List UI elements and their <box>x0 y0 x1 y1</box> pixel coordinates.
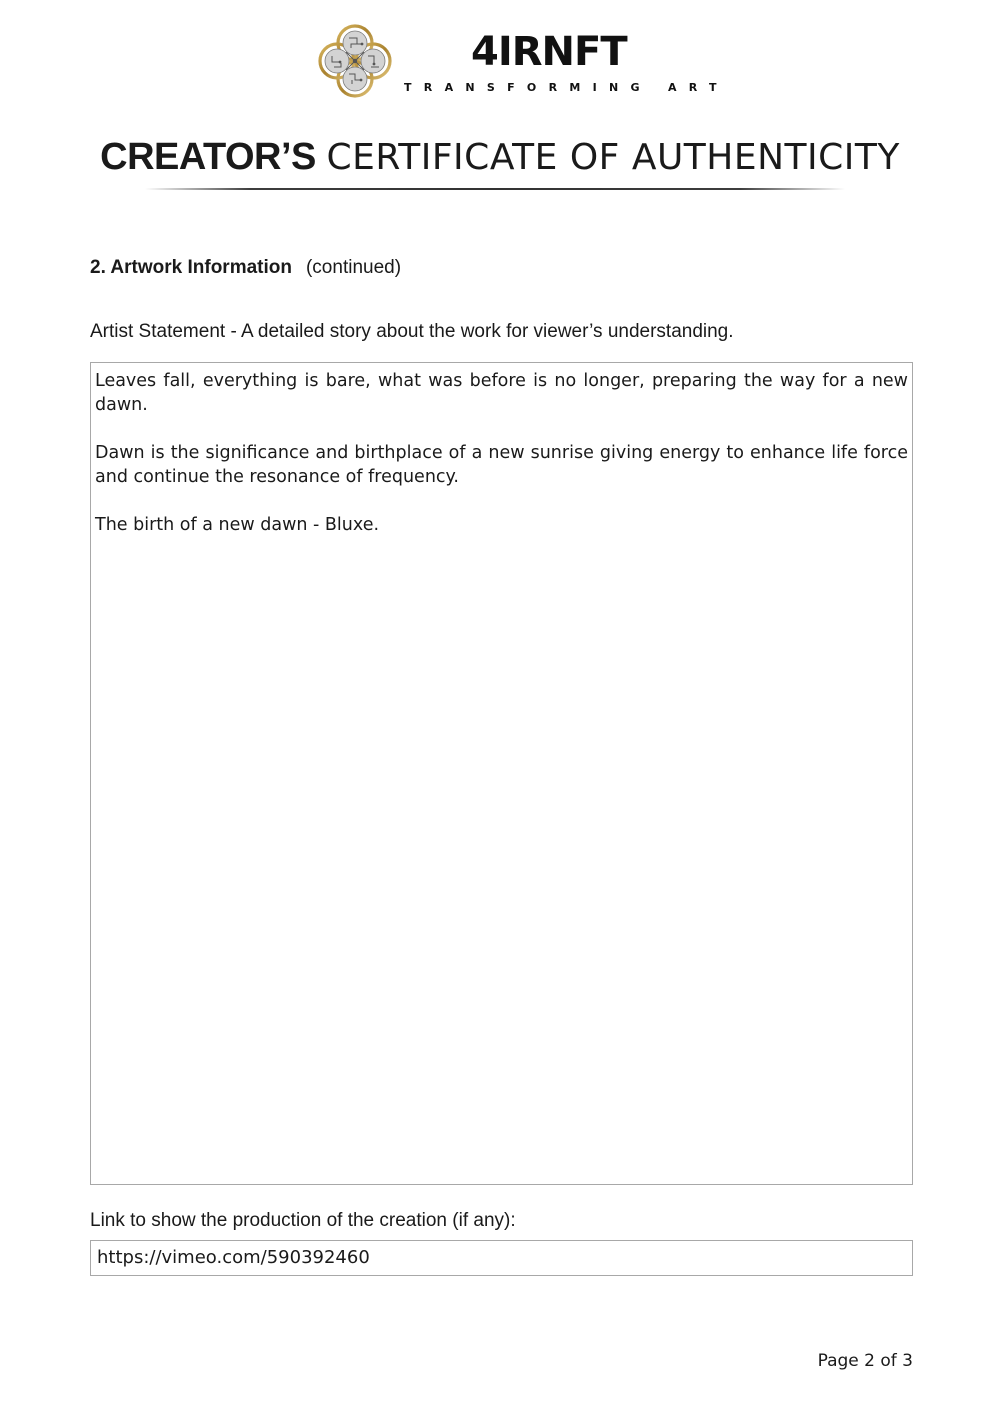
certificate-title-strong: CREATOR’S <box>100 136 316 178</box>
page-number: Page 2 of 3 <box>817 1351 913 1371</box>
artist-statement-label: Artist Statement - A detailed story about the work for viewer’s understanding. <box>90 321 734 342</box>
section-heading-suffix: (continued) <box>305 257 402 278</box>
production-link-field[interactable]: https://vimeo.com/590392460 <box>90 1240 913 1276</box>
section-heading-title: 2. Artwork Information <box>90 257 292 278</box>
statement-paragraph: The birth of a new dawn - Bluxe. <box>95 515 380 535</box>
section-heading <box>90 256 401 280</box>
artist-statement-field[interactable] <box>90 362 913 1185</box>
production-link-label: Link to show the production of the creation (if any): <box>90 1210 516 1231</box>
interlocking-circuit-knot-logo-icon <box>316 22 394 100</box>
certificate-title <box>0 134 1000 181</box>
title-divider <box>145 188 845 190</box>
statement-paragraph: Dawn is the significance and birthplace of a new sunrise giving energy to enhance life force and continue the resonance of frequency. <box>95 443 908 487</box>
brand-wordmark: 4IRNFT <box>471 29 627 75</box>
brand-tagline: TRANSFORMING ART <box>404 81 729 94</box>
brand-logo <box>316 22 729 104</box>
statement-paragraph: Leaves fall, everything is bare, what was before is no longer, preparing the way for a new dawn. <box>95 371 908 415</box>
certificate-title-light: CERTIFICATE OF AUTHENTICITY <box>326 137 900 178</box>
